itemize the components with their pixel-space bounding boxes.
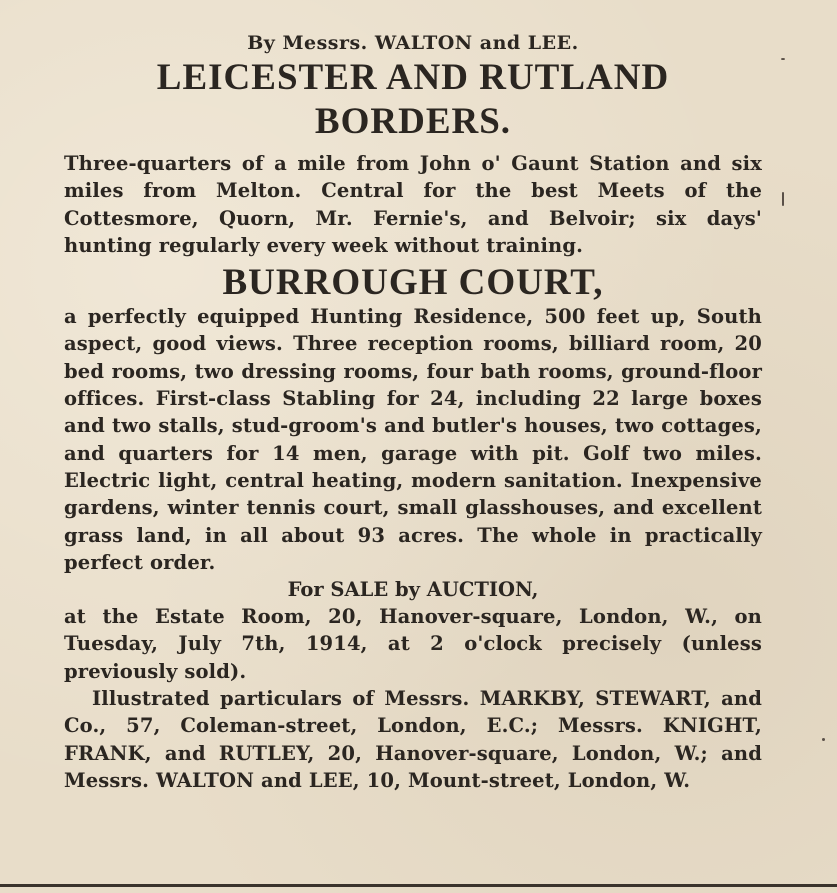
page-rule bbox=[0, 884, 837, 887]
auction-advertisement bbox=[64, 30, 762, 794]
property-name: BURROUGH COURT, bbox=[222, 262, 604, 304]
intro-paragraph: Three-quarters of a mile from John o' Gaunt Station and six miles from Melton. Central for the best Meets of the Cottesmore, Quorn, Mr. Fernie's, and Belvoir; six days' hunting regularly every week without training. bbox=[64, 152, 762, 257]
sale-details: at the Estate Room, 20, Hanover-square, London, W., on Tuesday, July 7th, 1914, at 2 o'clock precisely (unless previously sold). bbox=[64, 605, 762, 683]
paper-speck bbox=[781, 58, 785, 60]
sale-heading: For SALE by AUCTION, bbox=[287, 578, 539, 602]
auctioneer-byline: By Messrs. WALTON and LEE. bbox=[247, 32, 579, 54]
property-description: a perfectly equipped Hunting Residence, 500 feet up, South aspect, good views. Three reception rooms, billiard room, 20 bed rooms, two dressing rooms, four bath rooms, ground-floor offices. First-class Stabling for 24, including 22 large boxes and two stalls, stud-groom's and butler's houses, two cottages, and quarters for 14 men, garage with pit. Golf two miles. Electric light, central heating, modern sanitation. Inexpensive gardens, winter tennis court, small glasshouses, and excellent grass land, in all about 93 acres. The whole in practically perfect order. bbox=[64, 305, 762, 574]
particulars-paragraph: Illustrated particulars of Messrs. MARKBY, STEWART, and Co., 57, Coleman-street, London, E.C.; Messrs. KNIGHT, FRANK, and RUTLEY, 20, Hanover-square, London, W.; and Messrs. WALTON and LEE, 10, Mount-street, London, W. bbox=[64, 687, 762, 792]
location-heading: LEICESTER AND RUTLAND bbox=[156, 57, 670, 98]
paper-speck bbox=[782, 192, 784, 206]
location-subheading: BORDERS. bbox=[314, 101, 512, 142]
paper-speck bbox=[822, 738, 825, 741]
